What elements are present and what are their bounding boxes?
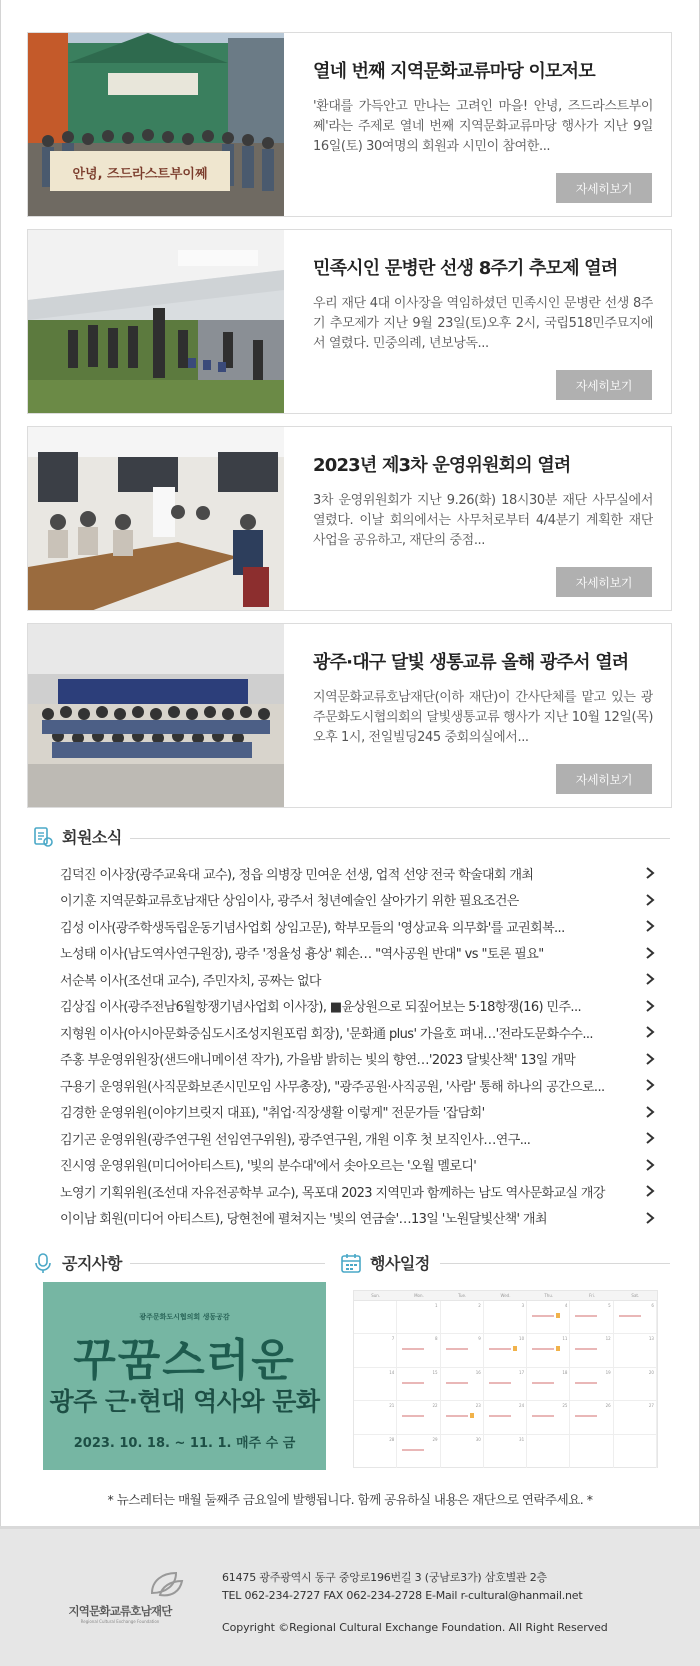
article-desc-4: 지역문화교류호남재단(이하 재단)이 간사단체를 맡고 있는 광주문화도시협의회의 달빛생통교류 행사가 지난 10월 12일(목) 오후 1시, 전일빌딩245 중회의실에서... <box>313 690 653 745</box>
article-desc-1: '환대를 가득안고 만나는 고려인 마을! 안녕, 즈드라스트부이쩨'라는 주제로 열네 번째 지역문화교류마당 행사가 지난 9일 16일(토) 30여명의 회원과 시민이 참여한... <box>313 99 653 154</box>
chevron-right-icon <box>645 1212 655 1224</box>
list-item[interactable]: 김성 이사(광주학생독립운동기념사업회 상임고문), 학부모들의 '영상교육 의무화'를 교권회복... <box>60 913 655 940</box>
leaf-logo-icon <box>146 1569 186 1599</box>
org-name: 지역문화교류호남재단 <box>68 1604 172 1618</box>
list-item[interactable]: 김상집 이사(광주전남6월항쟁기념사업회 이사장), ■윤상원으로 되짚어보는 5·18항쟁(16) 민주... <box>60 993 655 1020</box>
notice-poster[interactable] <box>43 1282 326 1470</box>
list-item[interactable]: 노영기 기획위원(조선대 자유전공학부 교수), 목포대 2023 지역민과 함께하는 남도 역사문화교실 개강 <box>60 1178 655 1205</box>
chevron-right-icon <box>645 1053 655 1065</box>
article-photo-1 <box>28 33 284 217</box>
list-item[interactable]: 이이남 회원(미디어 아티스트), 당현천에 펼쳐지는 '빛의 연금술'…13일 '노원달빛산책' 개최 <box>60 1205 655 1232</box>
org-logo <box>50 1569 190 1629</box>
poster-date: 2023. 10. 18. ~ 11. 1. 매주 수 금 <box>73 1436 296 1451</box>
article-card-4[interactable] <box>27 623 672 808</box>
article-photo-2 <box>28 230 284 414</box>
chevron-right-icon <box>645 1000 655 1012</box>
article-photo-3 <box>28 427 284 611</box>
org-english-name: Regional Cultural Exchange Foundation <box>80 1619 160 1624</box>
calendar-week: 14 15 16 17 18 19 20 <box>354 1368 657 1401</box>
calendar-week: 7 8 9 10 11 12 13 <box>354 1334 657 1367</box>
list-item[interactable]: 이기훈 지역문화교류호남재단 상임이사, 광주서 청년예술인 살아가기 위한 필요조건은 <box>60 887 655 914</box>
list-item[interactable]: 노성태 이사(남도역사연구원장), 광주 '정율성 흉상' 훼손… "역사공원 반대" vs "토론 필요" <box>60 940 655 967</box>
member-news-heading <box>32 825 122 848</box>
member-news-list <box>60 860 655 1231</box>
footer-address: 61475 광주광역시 동구 중앙로196번길 3 (궁남로3가) 삼호별관 2층 <box>222 1571 547 1584</box>
events-divider <box>440 1263 670 1264</box>
chevron-right-icon <box>645 973 655 985</box>
list-item[interactable]: 김기곤 운영위원(광주연구원 선임연구위원), 광주연구원, 개원 이후 첫 보직인사…연구... <box>60 1125 655 1152</box>
member-news-divider <box>130 838 670 839</box>
list-item[interactable]: 김덕진 이사장(광주교육대 교수), 정읍 의병장 민여운 선생, 업적 선양 전국 학술대회 개최 <box>60 860 655 887</box>
chevron-right-icon <box>645 1079 655 1091</box>
article-photo-4 <box>28 624 284 808</box>
calendar-weekdays: Sun. Mon. Tue. Wed. Thu. Fri. Sat. <box>354 1291 657 1301</box>
poster-subtitle: 광주 근·현대 역사와 문화 <box>49 1387 320 1416</box>
poster-title: 꾸꿈스러운 <box>73 1335 296 1386</box>
footer-contact: TEL 062-234-2727 FAX 062-234-2728 E-Mail r-cultural@hanmail.net <box>222 1589 583 1602</box>
read-more-button-1[interactable]: 자세히보기 <box>556 173 652 203</box>
list-item[interactable]: 구용기 운영위원(사직문화보존시민모임 사무총장), "광주공원·사직공원, '사람' 통해 하나의 공간으로... <box>60 1072 655 1099</box>
member-news-title: 회원소식 <box>62 828 122 847</box>
article-desc-2: 우리 재단 4대 이사장을 역임하셨던 민족시인 문병란 선생 8주기 추모제가 지난 9월 23일(토)오후 2시, 국립518민주묘지에서 열렸다. 민중의례, 년보낭독... <box>313 296 653 351</box>
article-title-1[interactable]: 열네 번째 지역문화교류마당 이모저모 <box>313 61 595 82</box>
member-news-icon <box>32 826 54 848</box>
chevron-right-icon <box>645 1026 655 1038</box>
chevron-right-icon <box>645 1132 655 1144</box>
list-item[interactable]: 서순복 이사(조선대 교수), 주민자치, 공짜는 없다 <box>60 966 655 993</box>
article-title-4[interactable]: 광주·대구 달빛 생통교류 올해 광주서 열려 <box>313 652 629 673</box>
list-item[interactable]: 지형원 이사(아시아문화중심도시조성지원포럼 회장), '문화通 plus' 가을호 펴내…'전라도문화수수... <box>60 1019 655 1046</box>
calendar-week: 1 2 3 4 5 6 <box>354 1301 657 1334</box>
chevron-right-icon <box>645 947 655 959</box>
newsletter-note: * 뉴스레터는 매월 둘째주 금요일에 발행됩니다. 함께 공유하실 내용은 재단으로 연락주세요. * <box>107 1492 593 1507</box>
footer-info <box>222 1569 582 1605</box>
list-item[interactable]: 진시영 운영위원(미디어아티스트), '빛의 분수대'에서 솟아오르는 '오월 멜로디' <box>60 1152 655 1179</box>
notice-divider <box>130 1263 325 1264</box>
events-heading <box>340 1251 430 1274</box>
article-title-2[interactable]: 민족시인 문병란 선생 8주기 추모제 열려 <box>313 258 618 279</box>
article-desc-3: 3차 운영위원회가 지난 9.26(화) 18시30분 재단 사무실에서 열렸다. 이날 회의에서는 사무처로부터 4/4분기 계획한 재단 사업을 공유하고, 재단의 중점... <box>313 493 653 548</box>
poster-top-text: 광주문화도시협의회 생동공감 <box>139 1313 230 1321</box>
list-item[interactable]: 주홍 부운영위원장(샌드애니메이션 작가), 가을밤 밝히는 빛의 향연…'2023 달빛산책' 13일 개막 <box>60 1046 655 1073</box>
notice-heading <box>32 1251 122 1274</box>
notice-title: 공지사항 <box>62 1254 122 1273</box>
read-more-button-3[interactable]: 자세히보기 <box>556 567 652 597</box>
chevron-right-icon <box>645 894 655 906</box>
footer <box>0 1526 700 1666</box>
chevron-right-icon <box>645 1159 655 1171</box>
read-more-button-4[interactable]: 자세히보기 <box>556 764 652 794</box>
calendar-icon <box>340 1252 362 1274</box>
calendar-week: 21 22 23 24 25 26 27 <box>354 1401 657 1434</box>
read-more-button-2[interactable]: 자세히보기 <box>556 370 652 400</box>
events-title: 행사일정 <box>370 1254 430 1273</box>
chevron-right-icon <box>645 1185 655 1197</box>
list-item[interactable]: 김경한 운영위원(이야기브릿지 대표), "취업·직장생활 이렇게" 전문가들 '잡담회' <box>60 1099 655 1126</box>
chevron-right-icon <box>645 867 655 879</box>
article-card-2[interactable] <box>27 229 672 414</box>
article-title-3[interactable]: 2023년 제3차 운영위원회의 열려 <box>313 455 571 476</box>
calendar-week: 28 29 30 31 <box>354 1435 657 1468</box>
article-card-3[interactable] <box>27 426 672 611</box>
chevron-right-icon <box>645 1106 655 1118</box>
banner-text: 안녕, 즈드라스트부이쩨 <box>72 167 208 182</box>
footer-copyright: Copyright ©Regional Cultural Exchange Foundation. All Right Reserved <box>222 1621 608 1634</box>
microphone-icon <box>32 1252 54 1274</box>
event-calendar[interactable] <box>353 1290 658 1468</box>
chevron-right-icon <box>645 920 655 932</box>
article-card-1[interactable] <box>27 32 672 217</box>
